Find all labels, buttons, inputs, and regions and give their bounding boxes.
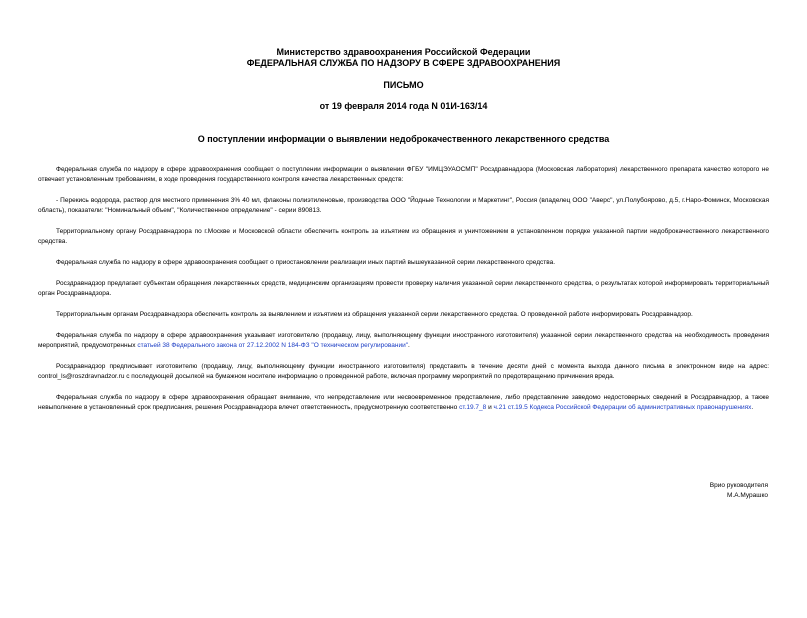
paragraph-3: Территориальному органу Росздравнадзора по г.Москве и Московской области обеспечить контроль за изъятием из обращения и уничтожением в установленном порядке указанной партии недоброкачественного лекарственного средства. (38, 228, 769, 245)
paragraph-6: Территориальным органам Росздравнадзора обеспечить контроль за выявлением и изъятием из обращения указанной серии лекарственного средства. О проведенной работе информировать Росздравнадзор. (56, 311, 693, 318)
law-article-link[interactable]: статьей 38 Федерального закона от 27.12.2002 N 184-ФЗ "О техническом регулировании" (137, 342, 409, 349)
paragraph-7-end: . (408, 342, 410, 349)
service-name: ФЕДЕРАЛЬНАЯ СЛУЖБА ПО НАДЗОРУ В СФЕРЕ ЗДРАВООХРАНЕНИЯ (246, 58, 561, 68)
paragraph-1: Федеральная служба по надзору в сфере здравоохранения сообщает о поступлении информации о выявлении ФГБУ "ИМЦЭУАОСМП" Росздравнадзора (Московская лаборатория) лекарственного препарата качество которого не отвечает установленным требованиям, в ходе проведения государственного контроля качества лекарственных средств: (38, 166, 769, 183)
document-subject: О поступлении информации о выявлении недоброкачественного лекарственного средства (197, 134, 610, 144)
paragraph-8: Росздравнадзор предписывает изготовителю (продавцу, лицу, выполняющему функции иностранного изготовителя) представить в течение десяти дней с момента выхода данного письма в электронном виде на адрес: control_ls@roszdravnadzor.ru с последующей досылкой на бумажном носителе информацию о проведенной работе, включая программу мероприятий по предотвращению причинения вреда. (38, 363, 769, 380)
paragraph-4: Федеральная служба по надзору в сфере здравоохранения сообщает о приостановлении реализации иных партий вышеуказанной серии лекарственного средства. (56, 259, 556, 266)
paragraph-9-mid: и (486, 404, 494, 411)
paragraph-9 (38, 393, 769, 413)
document-date-number: от 19 февраля 2014 года N 01И-163/14 (319, 101, 488, 111)
document-page (0, 47, 807, 618)
paragraph-7 (38, 331, 769, 351)
document-type: ПИСЬМО (383, 80, 424, 90)
paragraph-7-text: Федеральная служба по надзору в сфере здравоохранения указывает изготовителю (продавцу, лицу, выполняющему функции иностранного изготовителя) указанной серии лекарственного средства на необходимость проведения мероприятий, предусмотренных (38, 332, 769, 349)
paragraph-9-text: Федеральная служба по надзору в сфере здравоохранения обращает внимание, что непредставление или несвоевременное представление, либо представление заведомо недостоверных сведений в Росздравнадзор, а также невыполнение в установленный срок предписания, решения Росздравнадзора влечет ответственность, предусмотренную соответственно (38, 394, 769, 411)
ministry-name: Министерство здравоохранения Российской Федерации (276, 47, 531, 57)
code-article-link-1[interactable]: ст.19.7_8 (459, 404, 487, 411)
paragraph-2: - Перекись водорода, раствор для местного применения 3% 40 мл, флаконы полиэтиленовые, производства ООО "Йодные Технологии и Маркетинг", Россия (владелец ООО "Аверс", ул.Полубоярово, д.5, г.Наро-Фоминск, Московская область), показатели: "Номинальный объем", "Количественное определение" - серии 890813. (38, 197, 769, 214)
paragraph-9-end: . (751, 404, 754, 411)
document-body (38, 165, 769, 413)
signature-block (710, 481, 768, 501)
signature-name: М.А.Мурашко (726, 492, 768, 499)
signature-position: Врио руководителя (709, 482, 768, 489)
code-article-link-2[interactable]: ч.21 ст.19.5 Кодекса Российской Федерации об административных правонарушениях (493, 404, 752, 411)
paragraph-5: Росздравнадзор предлагает субъектам обращения лекарственных средств, медицинским организациям провести проверку наличия указанной серии лекарственного средства, о результатах которой информировать территориальный орган Росздравнадзора. (38, 280, 769, 297)
